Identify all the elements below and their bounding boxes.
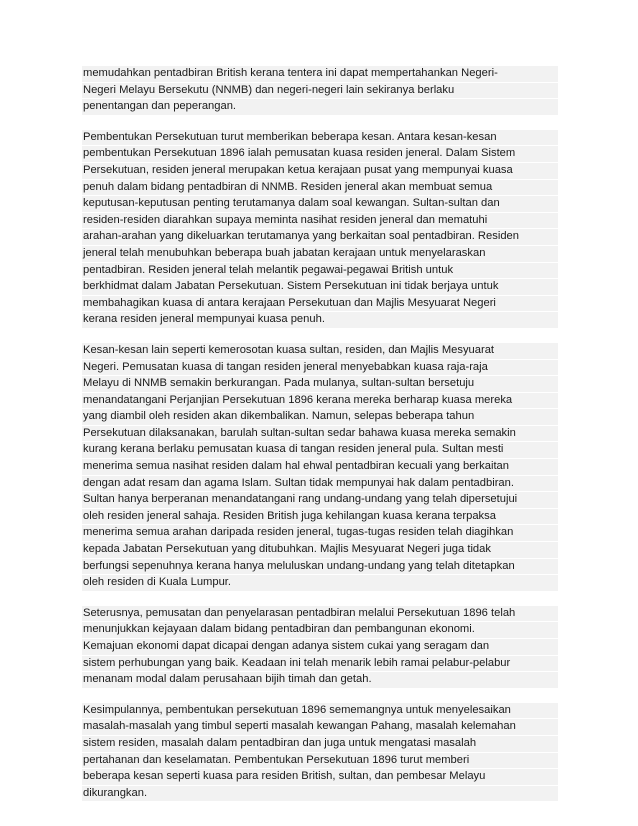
text-line: menandatangani Perjanjian Persekutuan 1896 kerana mereka berharap kuasa mereka [82, 393, 558, 409]
text-line: penentangan dan peperangan. [82, 99, 558, 115]
text-line: memudahkan pentadbiran British kerana tentera ini dapat mempertahankan Negeri- [82, 66, 558, 82]
text-line: keputusan-keputusan penting terutamanya dalam soal kewangan. Sultan-sultan dan [82, 196, 558, 212]
text-line: dikurangkan. [82, 786, 558, 802]
text-line: sistem residen, masalah dalam pentadbiran dan juga untuk mengatasi masalah [82, 736, 558, 752]
text-line: kurang kerana berlaku pemusatan kuasa di tangan residen jeneral pula. Sultan mesti [82, 442, 558, 458]
text-line: menerima semua nasihat residen dalam hal ehwal pentadbiran kecuali yang berkaitan [82, 459, 558, 475]
text-line: Negeri Melayu Bersekutu (NNMB) dan negeri-negeri lain sekiranya berlaku [82, 83, 558, 99]
text-line: Seterusnya, pemusatan dan penyelarasan pentadbiran melalui Persekutuan 1896 telah [82, 606, 558, 622]
document-body [82, 66, 558, 816]
text-line: menerima semua arahan daripada residen jeneral, tugas-tugas residen telah diagihkan [82, 525, 558, 541]
text-line: penuh dalam bidang pentadbiran di NNMB. Residen jeneral akan membuat semua [82, 180, 558, 196]
paragraph [82, 66, 558, 115]
paragraph [82, 343, 558, 591]
text-line: beberapa kesan seperti kuasa para residen British, sultan, dan pembesar Melayu [82, 769, 558, 785]
paragraph [82, 606, 558, 688]
text-line: pertahanan dan keselamatan. Pembentukan Persekutuan 1896 turut memberi [82, 753, 558, 769]
text-line: kepada Jabatan Persekutuan yang ditubuhkan. Majlis Mesyuarat Negeri juga tidak [82, 542, 558, 558]
text-line: dengan adat resam dan agama Islam. Sultan tidak mempunyai hak dalam pentadbiran. [82, 476, 558, 492]
text-line: Kemajuan ekonomi dapat dicapai dengan adanya sistem cukai yang seragam dan [82, 639, 558, 655]
text-line: pembentukan Persekutuan 1896 ialah pemusatan kuasa residen jeneral. Dalam Sistem [82, 146, 558, 162]
text-line: Pembentukan Persekutuan turut memberikan beberapa kesan. Antara kesan-kesan [82, 130, 558, 146]
text-line: oleh residen di Kuala Lumpur. [82, 575, 558, 591]
text-line: arahan-arahan yang dikeluarkan terutamanya yang berkaitan soal pentadbiran. Residen [82, 229, 558, 245]
text-line: Persekutuan, residen jeneral merupakan ketua kerajaan pusat yang mempunyai kuasa [82, 163, 558, 179]
text-line: membahagikan kuasa di antara kerajaan Persekutuan dan Majlis Mesyuarat Negeri [82, 296, 558, 312]
text-line: Kesimpulannya, pembentukan persekutuan 1896 sememangnya untuk menyelesaikan [82, 703, 558, 719]
paragraph [82, 703, 558, 802]
text-line: menunjukkan kejayaan dalam bidang pentadbiran dan pembangunan ekonomi. [82, 622, 558, 638]
text-line: pentadbiran. Residen jeneral telah melantik pegawai-pegawai British untuk [82, 263, 558, 279]
text-line: jeneral telah menubuhkan beberapa buah jabatan kerajaan untuk menyelaraskan [82, 246, 558, 262]
text-line: Sultan hanya berperanan menandatangani rang undang-undang yang telah dipersetujui [82, 492, 558, 508]
text-line: Melayu di NNMB semakin berkurangan. Pada mulanya, sultan-sultan bersetuju [82, 376, 558, 392]
text-line: Kesan-kesan lain seperti kemerosotan kuasa sultan, residen, dan Majlis Mesyuarat [82, 343, 558, 359]
text-line: berkhidmat dalam Jabatan Persekutuan. Sistem Persekutuan ini tidak berjaya untuk [82, 279, 558, 295]
text-line: Negeri. Pemusatan kuasa di tangan residen jeneral menyebabkan kuasa raja-raja [82, 360, 558, 376]
text-line: sistem perhubungan yang baik. Keadaan ini telah menarik lebih ramai pelabur-pelabur [82, 656, 558, 672]
text-line: residen-residen diarahkan supaya meminta nasihat residen jeneral dan mematuhi [82, 213, 558, 229]
text-line: kerana residen jeneral mempunyai kuasa penuh. [82, 312, 558, 328]
text-line: yang diambil oleh residen akan dikembalikan. Namun, selepas beberapa tahun [82, 409, 558, 425]
text-line: menanam modal dalam perusahaan bijih timah dan getah. [82, 672, 558, 688]
text-line: oleh residen jeneral sahaja. Residen British juga kehilangan kuasa kerana terpaksa [82, 509, 558, 525]
text-line: berfungsi sepenuhnya kerana hanya meluluskan undang-undang yang telah ditetapkan [82, 559, 558, 575]
text-line: masalah-masalah yang timbul seperti masalah kewangan Pahang, masalah kelemahan [82, 719, 558, 735]
paragraph [82, 130, 558, 328]
text-line: Persekutuan dilaksanakan, barulah sultan-sultan sedar bahawa kuasa mereka semakin [82, 426, 558, 442]
